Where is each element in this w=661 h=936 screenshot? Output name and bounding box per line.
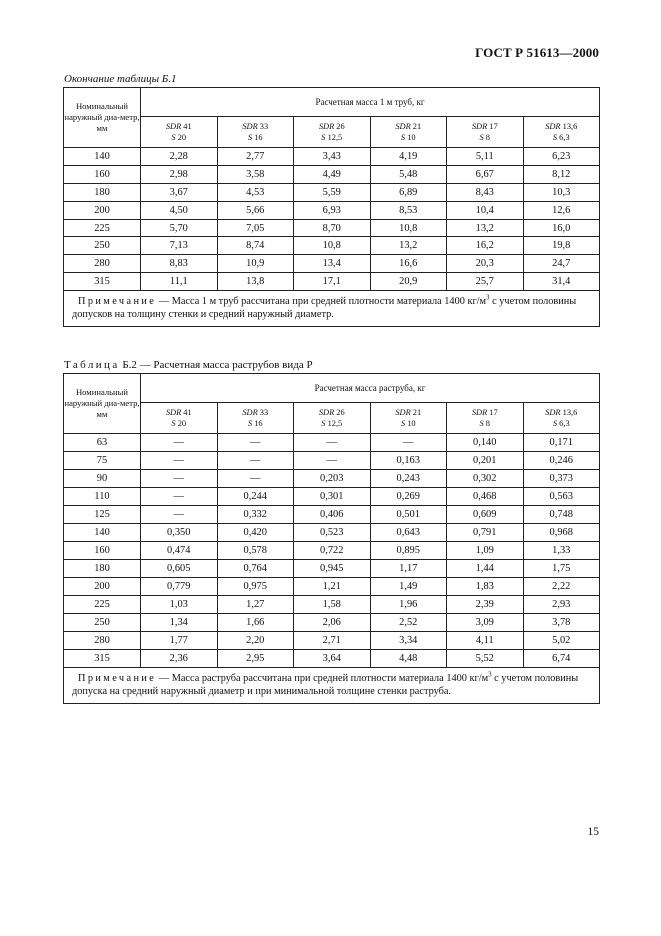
mass-cell: 1,83 bbox=[447, 578, 524, 596]
sdr-value: 33 bbox=[259, 122, 269, 131]
note-label: Примечание bbox=[78, 296, 157, 308]
diameter-cell: 250 bbox=[64, 614, 141, 632]
diameter-cell: 315 bbox=[64, 273, 141, 291]
table2-group-header: Расчетная масса раструба, кг bbox=[141, 374, 600, 403]
diameter-cell: 160 bbox=[64, 165, 141, 183]
table-row bbox=[64, 596, 600, 614]
mass-cell: — bbox=[141, 506, 218, 524]
mass-cell: 0,246 bbox=[523, 452, 600, 470]
mass-cell: 0,945 bbox=[294, 560, 371, 578]
s-label: S bbox=[321, 133, 326, 142]
mass-cell: — bbox=[217, 470, 294, 488]
mass-cell: — bbox=[217, 434, 294, 452]
mass-cell: 1,49 bbox=[370, 578, 447, 596]
mass-cell: 2,28 bbox=[141, 148, 218, 166]
diameter-cell: 90 bbox=[64, 470, 141, 488]
diameter-cell: 250 bbox=[64, 237, 141, 255]
mass-cell: 0,269 bbox=[370, 488, 447, 506]
mass-cell: 5,59 bbox=[294, 183, 371, 201]
mass-cell: 2,95 bbox=[217, 650, 294, 668]
mass-cell: 12,6 bbox=[523, 201, 600, 219]
diameter-cell: 225 bbox=[64, 219, 141, 237]
diameter-cell: 63 bbox=[64, 434, 141, 452]
mass-cell: 3,34 bbox=[370, 632, 447, 650]
mass-cell: 4,11 bbox=[447, 632, 524, 650]
table-row bbox=[64, 470, 600, 488]
sdr-value: 13,6 bbox=[562, 408, 578, 417]
mass-cell: 1,96 bbox=[370, 596, 447, 614]
mass-cell: 20,9 bbox=[370, 273, 447, 291]
mass-cell: 3,58 bbox=[217, 165, 294, 183]
table-row bbox=[64, 614, 600, 632]
mass-cell: 0,779 bbox=[141, 578, 218, 596]
s-value: 16 bbox=[254, 419, 263, 428]
mass-cell: 1,34 bbox=[141, 614, 218, 632]
s-value: 12,5 bbox=[327, 419, 343, 428]
table2-caption bbox=[64, 359, 313, 371]
table-row bbox=[64, 506, 600, 524]
page-number: 15 bbox=[587, 826, 599, 838]
mass-cell: — bbox=[370, 434, 447, 452]
mass-cell: 17,1 bbox=[294, 273, 371, 291]
sdr-label: SDR bbox=[471, 408, 488, 417]
s-value: 10 bbox=[407, 419, 416, 428]
table-row bbox=[64, 650, 600, 668]
mass-cell: 20,3 bbox=[447, 255, 524, 273]
s-value: 16 bbox=[254, 133, 263, 142]
mass-cell: 5,48 bbox=[370, 165, 447, 183]
diameter-cell: 200 bbox=[64, 201, 141, 219]
mass-cell: 2,22 bbox=[523, 578, 600, 596]
mass-cell: 3,78 bbox=[523, 614, 600, 632]
mass-cell: 3,67 bbox=[141, 183, 218, 201]
mass-cell: 3,09 bbox=[447, 614, 524, 632]
table-row bbox=[64, 632, 600, 650]
table-row bbox=[64, 524, 600, 542]
sdr-label: SDR bbox=[242, 408, 258, 417]
mass-cell: 0,722 bbox=[294, 542, 371, 560]
mass-cell: 6,89 bbox=[370, 183, 447, 201]
table2-sdr-row bbox=[64, 403, 600, 434]
mass-cell: 0,501 bbox=[370, 506, 447, 524]
mass-cell: 13,4 bbox=[294, 255, 371, 273]
s-value: 8 bbox=[485, 419, 490, 428]
mass-cell: — bbox=[141, 452, 218, 470]
mass-cell: 1,33 bbox=[523, 542, 600, 560]
mass-cell: 5,52 bbox=[447, 650, 524, 668]
sdr-label: SDR bbox=[242, 122, 258, 131]
mass-cell: 10,4 bbox=[447, 201, 524, 219]
sdr-column-header bbox=[370, 117, 447, 148]
s-label: S bbox=[321, 419, 326, 428]
sdr-column-header bbox=[294, 117, 371, 148]
mass-cell: 1,17 bbox=[370, 560, 447, 578]
sdr-value: 41 bbox=[183, 122, 192, 131]
sdr-column-header bbox=[523, 117, 600, 148]
sdr-value: 21 bbox=[412, 408, 422, 417]
diameter-cell: 180 bbox=[64, 183, 141, 201]
mass-cell: 10,8 bbox=[370, 219, 447, 237]
s-value: 12,5 bbox=[327, 133, 343, 142]
table-row bbox=[64, 560, 600, 578]
sdr-value: 21 bbox=[412, 122, 422, 131]
mass-cell: 1,03 bbox=[141, 596, 218, 614]
mass-cell: 0,140 bbox=[447, 434, 524, 452]
table-b1 bbox=[63, 87, 600, 327]
mass-cell: 24,7 bbox=[523, 255, 600, 273]
diameter-cell: 200 bbox=[64, 578, 141, 596]
table2-note bbox=[64, 668, 600, 704]
mass-cell: 2,93 bbox=[523, 596, 600, 614]
sdr-value: 41 bbox=[183, 408, 192, 417]
sdr-value: 26 bbox=[336, 408, 345, 417]
mass-cell: 10,3 bbox=[523, 183, 600, 201]
mass-cell: 13,8 bbox=[217, 273, 294, 291]
note-text-tail: с учетом половины допуска на средний наружный диаметр и при минимальной толщине стенки раструба. bbox=[72, 673, 579, 697]
table2-caption-text: Б.2 — Расчетная масса раструбов вида Р bbox=[119, 359, 313, 371]
mass-cell: — bbox=[141, 488, 218, 506]
sdr-label: SDR bbox=[318, 122, 335, 131]
mass-cell: 8,70 bbox=[294, 219, 371, 237]
diameter-cell: 110 bbox=[64, 488, 141, 506]
mass-cell: 0,201 bbox=[447, 452, 524, 470]
mass-cell: 0,578 bbox=[217, 542, 294, 560]
table1-row-header: Номинальный наружный диа-метр, мм bbox=[64, 88, 141, 148]
mass-cell: 1,21 bbox=[294, 578, 371, 596]
mass-cell: — bbox=[217, 452, 294, 470]
sdr-column-header bbox=[447, 403, 524, 434]
mass-cell: 16,2 bbox=[447, 237, 524, 255]
mass-cell: 0,302 bbox=[447, 470, 524, 488]
mass-cell: 0,373 bbox=[523, 470, 600, 488]
diameter-cell: 140 bbox=[64, 148, 141, 166]
mass-cell: 6,93 bbox=[294, 201, 371, 219]
diameter-cell: 140 bbox=[64, 524, 141, 542]
mass-cell: 4,50 bbox=[141, 201, 218, 219]
diameter-cell: 280 bbox=[64, 255, 141, 273]
s-label: S bbox=[400, 419, 406, 428]
mass-cell: 1,75 bbox=[523, 560, 600, 578]
mass-cell: 0,406 bbox=[294, 506, 371, 524]
s-label: S bbox=[247, 133, 253, 142]
sdr-label: SDR bbox=[545, 408, 561, 417]
sdr-value: 17 bbox=[489, 122, 498, 131]
sdr-label: SDR bbox=[545, 122, 561, 131]
diameter-cell: 125 bbox=[64, 506, 141, 524]
note-text: — Масса раструба рассчитана при средней плотности материала 1400 кг/м bbox=[156, 673, 489, 684]
mass-cell: 0,420 bbox=[217, 524, 294, 542]
mass-cell: 13,2 bbox=[447, 219, 524, 237]
mass-cell: 7,13 bbox=[141, 237, 218, 255]
diameter-cell: 225 bbox=[64, 596, 141, 614]
mass-cell: 0,975 bbox=[217, 578, 294, 596]
s-value: 10 bbox=[407, 133, 416, 142]
mass-cell: 0,350 bbox=[141, 524, 218, 542]
table-row bbox=[64, 237, 600, 255]
mass-cell: 1,77 bbox=[141, 632, 218, 650]
table2-caption-label: Таблица bbox=[64, 359, 120, 371]
note-superscript: 3 bbox=[488, 670, 492, 679]
mass-cell: 2,39 bbox=[447, 596, 524, 614]
mass-cell: 0,791 bbox=[447, 524, 524, 542]
table-row bbox=[64, 219, 600, 237]
mass-cell: 0,764 bbox=[217, 560, 294, 578]
sdr-column-header bbox=[141, 403, 218, 434]
mass-cell: 0,748 bbox=[523, 506, 600, 524]
sdr-column-header bbox=[217, 117, 294, 148]
mass-cell: 8,12 bbox=[523, 165, 600, 183]
mass-cell: 19,8 bbox=[523, 237, 600, 255]
mass-cell: 1,66 bbox=[217, 614, 294, 632]
mass-cell: 3,43 bbox=[294, 148, 371, 166]
sdr-value: 17 bbox=[489, 408, 498, 417]
sdr-value: 26 bbox=[336, 122, 345, 131]
mass-cell: 11,1 bbox=[141, 273, 218, 291]
table2-row-header: Номинальный наружный диа-метр, мм bbox=[64, 374, 141, 434]
mass-cell: — bbox=[141, 470, 218, 488]
mass-cell: 10,9 bbox=[217, 255, 294, 273]
mass-cell: 2,06 bbox=[294, 614, 371, 632]
s-value: 20 bbox=[177, 419, 187, 428]
mass-cell: 5,66 bbox=[217, 201, 294, 219]
mass-cell: 8,43 bbox=[447, 183, 524, 201]
mass-cell: 3,64 bbox=[294, 650, 371, 668]
sdr-column-header bbox=[141, 117, 218, 148]
mass-cell: 0,332 bbox=[217, 506, 294, 524]
mass-cell: 0,244 bbox=[217, 488, 294, 506]
mass-cell: 0,609 bbox=[447, 506, 524, 524]
mass-cell: 5,11 bbox=[447, 148, 524, 166]
standard-header: ГОСТ Р 51613—2000 bbox=[475, 45, 599, 60]
diameter-cell: 315 bbox=[64, 650, 141, 668]
mass-cell: 16,6 bbox=[370, 255, 447, 273]
note-text: — Масса 1 м труб рассчитана при средней плотности материала 1400 кг/м bbox=[156, 296, 487, 308]
table-row bbox=[64, 542, 600, 560]
table1-caption: Окончание таблицы Б.1 bbox=[64, 73, 177, 85]
mass-cell: 2,52 bbox=[370, 614, 447, 632]
table-row bbox=[64, 578, 600, 596]
s-label: S bbox=[479, 419, 484, 428]
mass-cell: 5,70 bbox=[141, 219, 218, 237]
table1-note bbox=[64, 291, 600, 327]
note-text-tail: с учетом половины допусков на толщину стенки и средний наружный диаметр. bbox=[72, 296, 577, 321]
mass-cell: 4,53 bbox=[217, 183, 294, 201]
diameter-cell: 180 bbox=[64, 560, 141, 578]
mass-cell: 4,49 bbox=[294, 165, 371, 183]
mass-cell: 1,44 bbox=[447, 560, 524, 578]
s-label: S bbox=[552, 133, 558, 142]
mass-cell: 0,203 bbox=[294, 470, 371, 488]
mass-cell: 0,563 bbox=[523, 488, 600, 506]
note-label: Примечание bbox=[78, 673, 157, 684]
mass-cell: 0,171 bbox=[523, 434, 600, 452]
diameter-cell: 75 bbox=[64, 452, 141, 470]
mass-cell: 5,02 bbox=[523, 632, 600, 650]
s-label: S bbox=[552, 419, 558, 428]
table-row bbox=[64, 273, 600, 291]
sdr-column-header bbox=[370, 403, 447, 434]
sdr-value: 13,6 bbox=[562, 122, 578, 131]
s-label: S bbox=[171, 419, 176, 428]
s-label: S bbox=[400, 133, 406, 142]
s-value: 6,3 bbox=[559, 419, 570, 428]
mass-cell: 16,0 bbox=[523, 219, 600, 237]
mass-cell: 0,895 bbox=[370, 542, 447, 560]
table1-sdr-row bbox=[64, 117, 600, 148]
table-row bbox=[64, 165, 600, 183]
mass-cell: — bbox=[141, 434, 218, 452]
mass-cell: 7,05 bbox=[217, 219, 294, 237]
sdr-column-header bbox=[294, 403, 371, 434]
diameter-cell: 160 bbox=[64, 542, 141, 560]
s-label: S bbox=[247, 419, 253, 428]
mass-cell: 31,4 bbox=[523, 273, 600, 291]
mass-cell: 1,27 bbox=[217, 596, 294, 614]
sdr-label: SDR bbox=[165, 122, 182, 131]
table-row bbox=[64, 434, 600, 452]
table-row bbox=[64, 452, 600, 470]
sdr-label: SDR bbox=[318, 408, 335, 417]
mass-cell: 10,8 bbox=[294, 237, 371, 255]
sdr-label: SDR bbox=[395, 122, 411, 131]
mass-cell: 0,474 bbox=[141, 542, 218, 560]
table-row bbox=[64, 488, 600, 506]
sdr-label: SDR bbox=[395, 408, 411, 417]
sdr-label: SDR bbox=[471, 122, 488, 131]
sdr-value: 33 bbox=[259, 408, 269, 417]
mass-cell: 0,643 bbox=[370, 524, 447, 542]
mass-cell: 4,19 bbox=[370, 148, 447, 166]
sdr-column-header bbox=[217, 403, 294, 434]
s-value: 8 bbox=[485, 133, 490, 142]
mass-cell: 0,243 bbox=[370, 470, 447, 488]
s-label: S bbox=[479, 133, 484, 142]
mass-cell: 1,09 bbox=[447, 542, 524, 560]
table-row bbox=[64, 183, 600, 201]
mass-cell: 1,58 bbox=[294, 596, 371, 614]
mass-cell: 0,301 bbox=[294, 488, 371, 506]
mass-cell: — bbox=[294, 434, 371, 452]
mass-cell: 25,7 bbox=[447, 273, 524, 291]
mass-cell: 6,23 bbox=[523, 148, 600, 166]
mass-cell: — bbox=[294, 452, 371, 470]
s-value: 20 bbox=[177, 133, 187, 142]
mass-cell: 8,83 bbox=[141, 255, 218, 273]
mass-cell: 8,53 bbox=[370, 201, 447, 219]
s-value: 6,3 bbox=[559, 133, 570, 142]
mass-cell: 6,67 bbox=[447, 165, 524, 183]
mass-cell: 0,468 bbox=[447, 488, 524, 506]
sdr-column-header bbox=[447, 117, 524, 148]
mass-cell: 0,968 bbox=[523, 524, 600, 542]
mass-cell: 4,48 bbox=[370, 650, 447, 668]
table-b2 bbox=[63, 373, 600, 704]
table-row bbox=[64, 255, 600, 273]
mass-cell: 0,605 bbox=[141, 560, 218, 578]
table1-group-header: Расчетная масса 1 м труб, кг bbox=[141, 88, 600, 117]
mass-cell: 13,2 bbox=[370, 237, 447, 255]
mass-cell: 8,74 bbox=[217, 237, 294, 255]
mass-cell: 2,20 bbox=[217, 632, 294, 650]
sdr-label: SDR bbox=[165, 408, 182, 417]
mass-cell: 0,523 bbox=[294, 524, 371, 542]
mass-cell: 2,98 bbox=[141, 165, 218, 183]
diameter-cell: 280 bbox=[64, 632, 141, 650]
mass-cell: 0,163 bbox=[370, 452, 447, 470]
mass-cell: 6,74 bbox=[523, 650, 600, 668]
s-label: S bbox=[171, 133, 176, 142]
note-superscript: 3 bbox=[486, 293, 490, 302]
mass-cell: 2,77 bbox=[217, 148, 294, 166]
mass-cell: 2,36 bbox=[141, 650, 218, 668]
table-row bbox=[64, 148, 600, 166]
table-row bbox=[64, 201, 600, 219]
sdr-column-header bbox=[523, 403, 600, 434]
mass-cell: 2,71 bbox=[294, 632, 371, 650]
